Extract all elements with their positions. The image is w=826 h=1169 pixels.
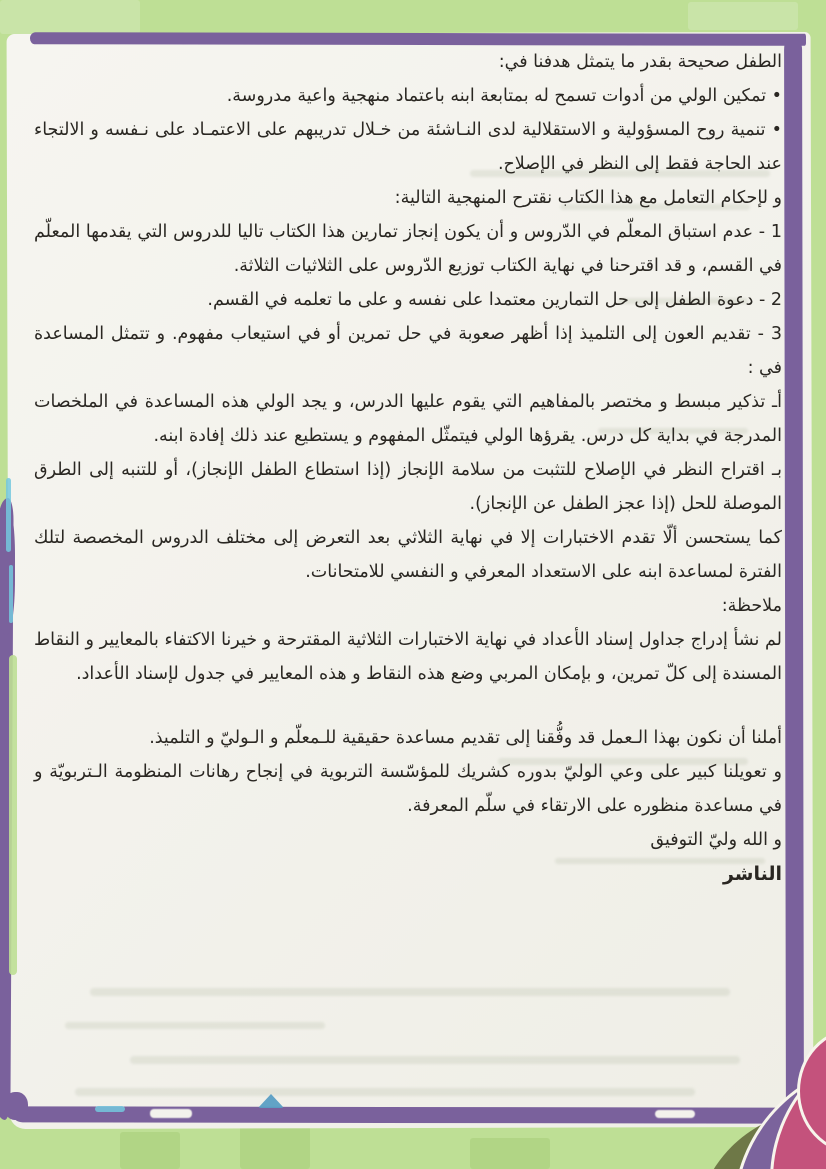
green-mat-patch — [0, 0, 140, 34]
left-edge-green-sliver — [9, 655, 17, 975]
paragraph-6: 2 - دعوة الطفل إلى حل التمارين معتمدا على نفسه و على ما تعلمه في القسم. — [207, 290, 782, 310]
paragraph-9: بـ اقتراح النظر في الإصلاح للتثبت من سلامة الإنجاز (إذا استطاع الطفل الإنجاز)، أو للتنبه إلى الطرق الموصلة للحل (إذا عجز الطفل عن الإنجاز). — [34, 460, 782, 514]
paragraph-15: و الله وليّ التوفيق — [650, 830, 782, 850]
paragraph-7: 3 - تقديم العون إلى التلميذ إذا أظهر صعوبة في حل تمرين أو في استيعاب مفهوم. و تتمثل المساعدة في : — [34, 324, 782, 378]
paragraph-12: لم نشأ إدراج جداول إسناد الأعداد في نهاية الاختبارات الثلاثية المقترحة و خيرنا الاكتفاء بالمعايير و النقاط المسندة إلى كلّ تمرين، و بإمكان المربي وضع هذه النقاط و هذه المعايير في جدول لإسناد الأعداد. — [34, 630, 782, 684]
paragraph-4: و لإحكام التعامل مع هذا الكتاب نقترح المنهجية التالية: — [394, 188, 782, 208]
paragraph-11: ملاحظة: — [721, 596, 782, 616]
frame-bottom-left-corner — [4, 1092, 28, 1120]
frame-right-border — [784, 36, 804, 1122]
paragraph-14: و تعويلنا كبير على وعي الوليّ بدوره كشريك للمؤسّسة التربوية في إنجاح رهانات المنظومة الـتربويّة و في مساعدة منظوره على الارتقاء في سلّم المعرفة. — [34, 762, 782, 816]
paragraph-13: أملنا أن نكون بهذا الـعمل قد وفُّقنا إلى تقديم مساعدة حقيقية للـمعلّم و الـوليّ و التلميذ. — [149, 728, 782, 748]
frame-paint-gap — [655, 1110, 695, 1118]
paragraph-3: • تنمية روح المسؤولية و الاستقلالية لدى النـاشئة من خـلال تدريبهم على الاعتمـاد على نـفسه و الالتجاء عند الحاجة فقط إلى النظر في الإصلاح. — [34, 120, 782, 174]
green-mat-patch — [240, 1126, 310, 1169]
bleed-through-artifact — [75, 1088, 695, 1096]
paragraph-1: الطفل صحيحة بقدر ما يتمثل هدفنا في: — [498, 52, 782, 72]
cyan-streak — [95, 1106, 125, 1112]
paragraph-2: • تمكين الولي من أدوات تسمح له بمتابعة ابنه باعتماد منهجية واعية مدروسة. — [226, 86, 782, 106]
bleed-through-artifact — [65, 1022, 325, 1029]
paragraph-8: أـ تذكير مبسط و مختصر بالمفاهيم التي يقوم عليها الدرس، و يجد الولي هذه المساعدة في الملخصات المدرجة في بداية كل درس. يقرؤها الولي فيتمثّل المفهوم و يستطيع عند ذلك إفادة ابنه. — [34, 392, 782, 446]
frame-top-border — [30, 32, 806, 46]
paragraph-5: 1 - عدم استباق المعلّم في الدّروس و أن يكون إنجاز تمارين هذا الكتاب تاليا للدروس التي يقدمها المعلّم في القسم، و قد اقترحنا في نهاية الكتاب توزيع الدّروس على الثلاثيات الثلاثة. — [34, 222, 782, 276]
bleed-through-artifact — [130, 1056, 740, 1064]
cyan-streak — [9, 565, 13, 623]
paragraph-10: كما يستحسن ألّا تقدم الاختبارات إلا في نهاية الثلاثي بعد التعرض إلى مختلف الدروس المخصصة لتلك الفترة لمساعدة ابنه على الاستعداد المعرفي و النفسي للامتحانات. — [34, 528, 782, 582]
green-mat-patch — [470, 1138, 550, 1169]
green-mat-patch — [120, 1132, 180, 1169]
cyan-streak — [6, 478, 11, 552]
green-mat-patch — [688, 2, 798, 30]
paragraph-16: الناشر — [722, 863, 782, 885]
document-body — [34, 45, 782, 891]
frame-paint-gap — [150, 1109, 192, 1118]
bleed-through-artifact — [90, 988, 730, 996]
